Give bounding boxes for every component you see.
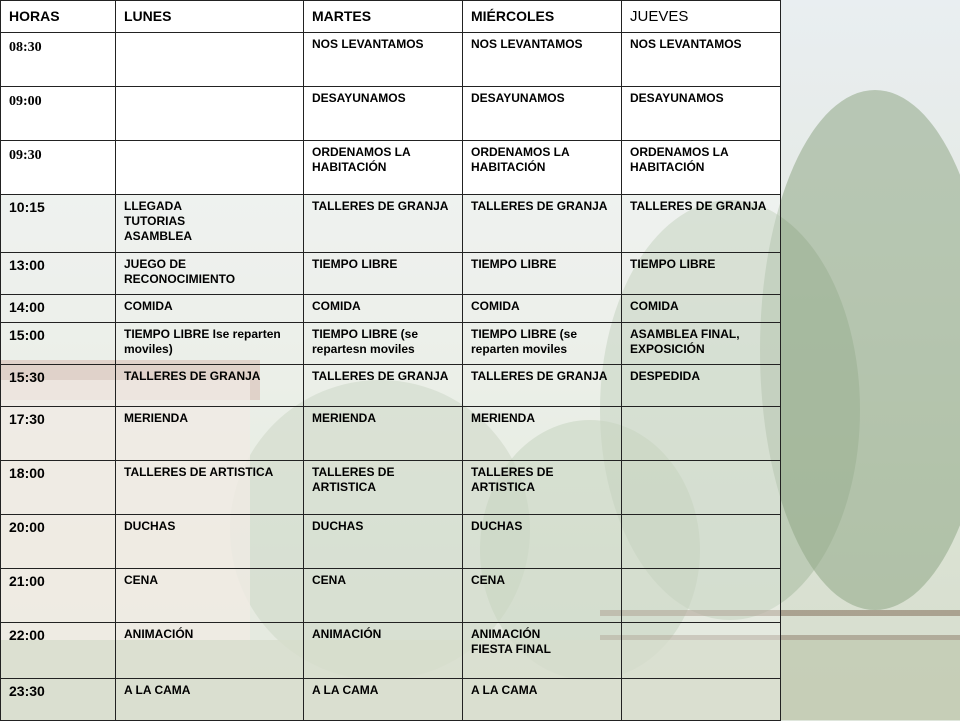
- activity-cell-lunes: MERIENDA: [116, 407, 304, 461]
- table-row: [1, 33, 781, 87]
- header-jueves: JUEVES: [622, 1, 781, 33]
- time-cell: 20:00: [1, 515, 116, 569]
- activity-cell-lunes: COMIDA: [116, 295, 304, 323]
- activity-cell-jueves: [622, 623, 781, 679]
- activity-cell-jueves: [622, 515, 781, 569]
- activity-cell-martes: MERIENDA: [304, 407, 463, 461]
- time-cell: 18:00: [1, 461, 116, 515]
- time-cell: 13:00: [1, 253, 116, 295]
- activity-cell-miercoles: ANIMACIÓN FIESTA FINAL: [463, 623, 622, 679]
- activity-cell-martes: ANIMACIÓN: [304, 623, 463, 679]
- activity-cell-jueves: ASAMBLEA FINAL, EXPOSICIÓN: [622, 323, 781, 365]
- time-cell: 17:30: [1, 407, 116, 461]
- activity-cell-lunes: JUEGO DE RECONOCIMIENTO: [116, 253, 304, 295]
- activity-cell-lunes: TALLERES DE ARTISTICA: [116, 461, 304, 515]
- activity-cell-miercoles: TALLERES DE GRANJA: [463, 195, 622, 253]
- activity-cell-martes: A LA CAMA: [304, 679, 463, 721]
- activity-cell-jueves: DESAYUNAMOS: [622, 87, 781, 141]
- table-row: [1, 87, 781, 141]
- time-cell: 23:30: [1, 679, 116, 721]
- time-cell: 14:00: [1, 295, 116, 323]
- activity-cell-martes: ORDENAMOS LA HABITACIÓN: [304, 141, 463, 195]
- activity-cell-martes: CENA: [304, 569, 463, 623]
- activity-cell-jueves: TALLERES DE GRANJA: [622, 195, 781, 253]
- time-cell: 22:00: [1, 623, 116, 679]
- table-row: [1, 365, 781, 407]
- header-miercoles: MIÉRCOLES: [463, 1, 622, 33]
- activity-cell-martes: DESAYUNAMOS: [304, 87, 463, 141]
- activity-cell-jueves: DESPEDIDA: [622, 365, 781, 407]
- time-cell: 15:30: [1, 365, 116, 407]
- activity-cell-lunes: ANIMACIÓN: [116, 623, 304, 679]
- activity-cell-lunes: [116, 87, 304, 141]
- activity-cell-martes: TALLERES DE GRANJA: [304, 195, 463, 253]
- time-cell: 10:15: [1, 195, 116, 253]
- activity-cell-miercoles: DUCHAS: [463, 515, 622, 569]
- table-row: [1, 407, 781, 461]
- header-lunes: LUNES: [116, 1, 304, 33]
- time-cell: 09:30: [1, 141, 116, 195]
- table-row: [1, 253, 781, 295]
- activity-cell-miercoles: DESAYUNAMOS: [463, 87, 622, 141]
- table-row: [1, 295, 781, 323]
- activity-cell-jueves: COMIDA: [622, 295, 781, 323]
- table-row: [1, 679, 781, 721]
- activity-cell-miercoles: TALLERES DE ARTISTICA: [463, 461, 622, 515]
- schedule-body: [1, 33, 781, 721]
- activity-cell-martes: TALLERES DE GRANJA: [304, 365, 463, 407]
- activity-cell-lunes: LLEGADA TUTORIAS ASAMBLEA: [116, 195, 304, 253]
- activity-cell-miercoles: NOS LEVANTAMOS: [463, 33, 622, 87]
- activity-cell-miercoles: MERIENDA: [463, 407, 622, 461]
- table-row: [1, 323, 781, 365]
- activity-cell-jueves: [622, 407, 781, 461]
- activity-cell-miercoles: COMIDA: [463, 295, 622, 323]
- activity-cell-lunes: TALLERES DE GRANJA: [116, 365, 304, 407]
- activity-cell-miercoles: ORDENAMOS LA HABITACIÓN: [463, 141, 622, 195]
- activity-cell-jueves: NOS LEVANTAMOS: [622, 33, 781, 87]
- activity-cell-miercoles: TIEMPO LIBRE: [463, 253, 622, 295]
- activity-cell-martes: DUCHAS: [304, 515, 463, 569]
- activity-cell-lunes: TIEMPO LIBRE Ise reparten moviles): [116, 323, 304, 365]
- activity-cell-jueves: TIEMPO LIBRE: [622, 253, 781, 295]
- table-row: [1, 195, 781, 253]
- activity-cell-martes: TIEMPO LIBRE (se repartesn moviles: [304, 323, 463, 365]
- activity-cell-lunes: [116, 33, 304, 87]
- activity-cell-lunes: A LA CAMA: [116, 679, 304, 721]
- activity-cell-jueves: [622, 679, 781, 721]
- activity-cell-martes: TIEMPO LIBRE: [304, 253, 463, 295]
- activity-cell-martes: TALLERES DE ARTISTICA: [304, 461, 463, 515]
- activity-cell-jueves: ORDENAMOS LA HABITACIÓN: [622, 141, 781, 195]
- activity-cell-jueves: [622, 461, 781, 515]
- activity-cell-lunes: CENA: [116, 569, 304, 623]
- table-row: [1, 515, 781, 569]
- time-cell: 08:30: [1, 33, 116, 87]
- table-row: [1, 461, 781, 515]
- activity-cell-lunes: [116, 141, 304, 195]
- table-row: [1, 569, 781, 623]
- time-cell: 09:00: [1, 87, 116, 141]
- activity-cell-miercoles: TALLERES DE GRANJA: [463, 365, 622, 407]
- activity-cell-jueves: [622, 569, 781, 623]
- table-row: [1, 623, 781, 679]
- activity-cell-miercoles: TIEMPO LIBRE (se reparten moviles: [463, 323, 622, 365]
- activity-cell-miercoles: A LA CAMA: [463, 679, 622, 721]
- header-martes: MARTES: [304, 1, 463, 33]
- activity-cell-martes: NOS LEVANTAMOS: [304, 33, 463, 87]
- activity-cell-martes: COMIDA: [304, 295, 463, 323]
- header-horas: HORAS: [1, 1, 116, 33]
- time-cell: 21:00: [1, 569, 116, 623]
- header-row: [1, 1, 781, 33]
- table-row: [1, 141, 781, 195]
- activity-cell-lunes: DUCHAS: [116, 515, 304, 569]
- time-cell: 15:00: [1, 323, 116, 365]
- activity-cell-miercoles: CENA: [463, 569, 622, 623]
